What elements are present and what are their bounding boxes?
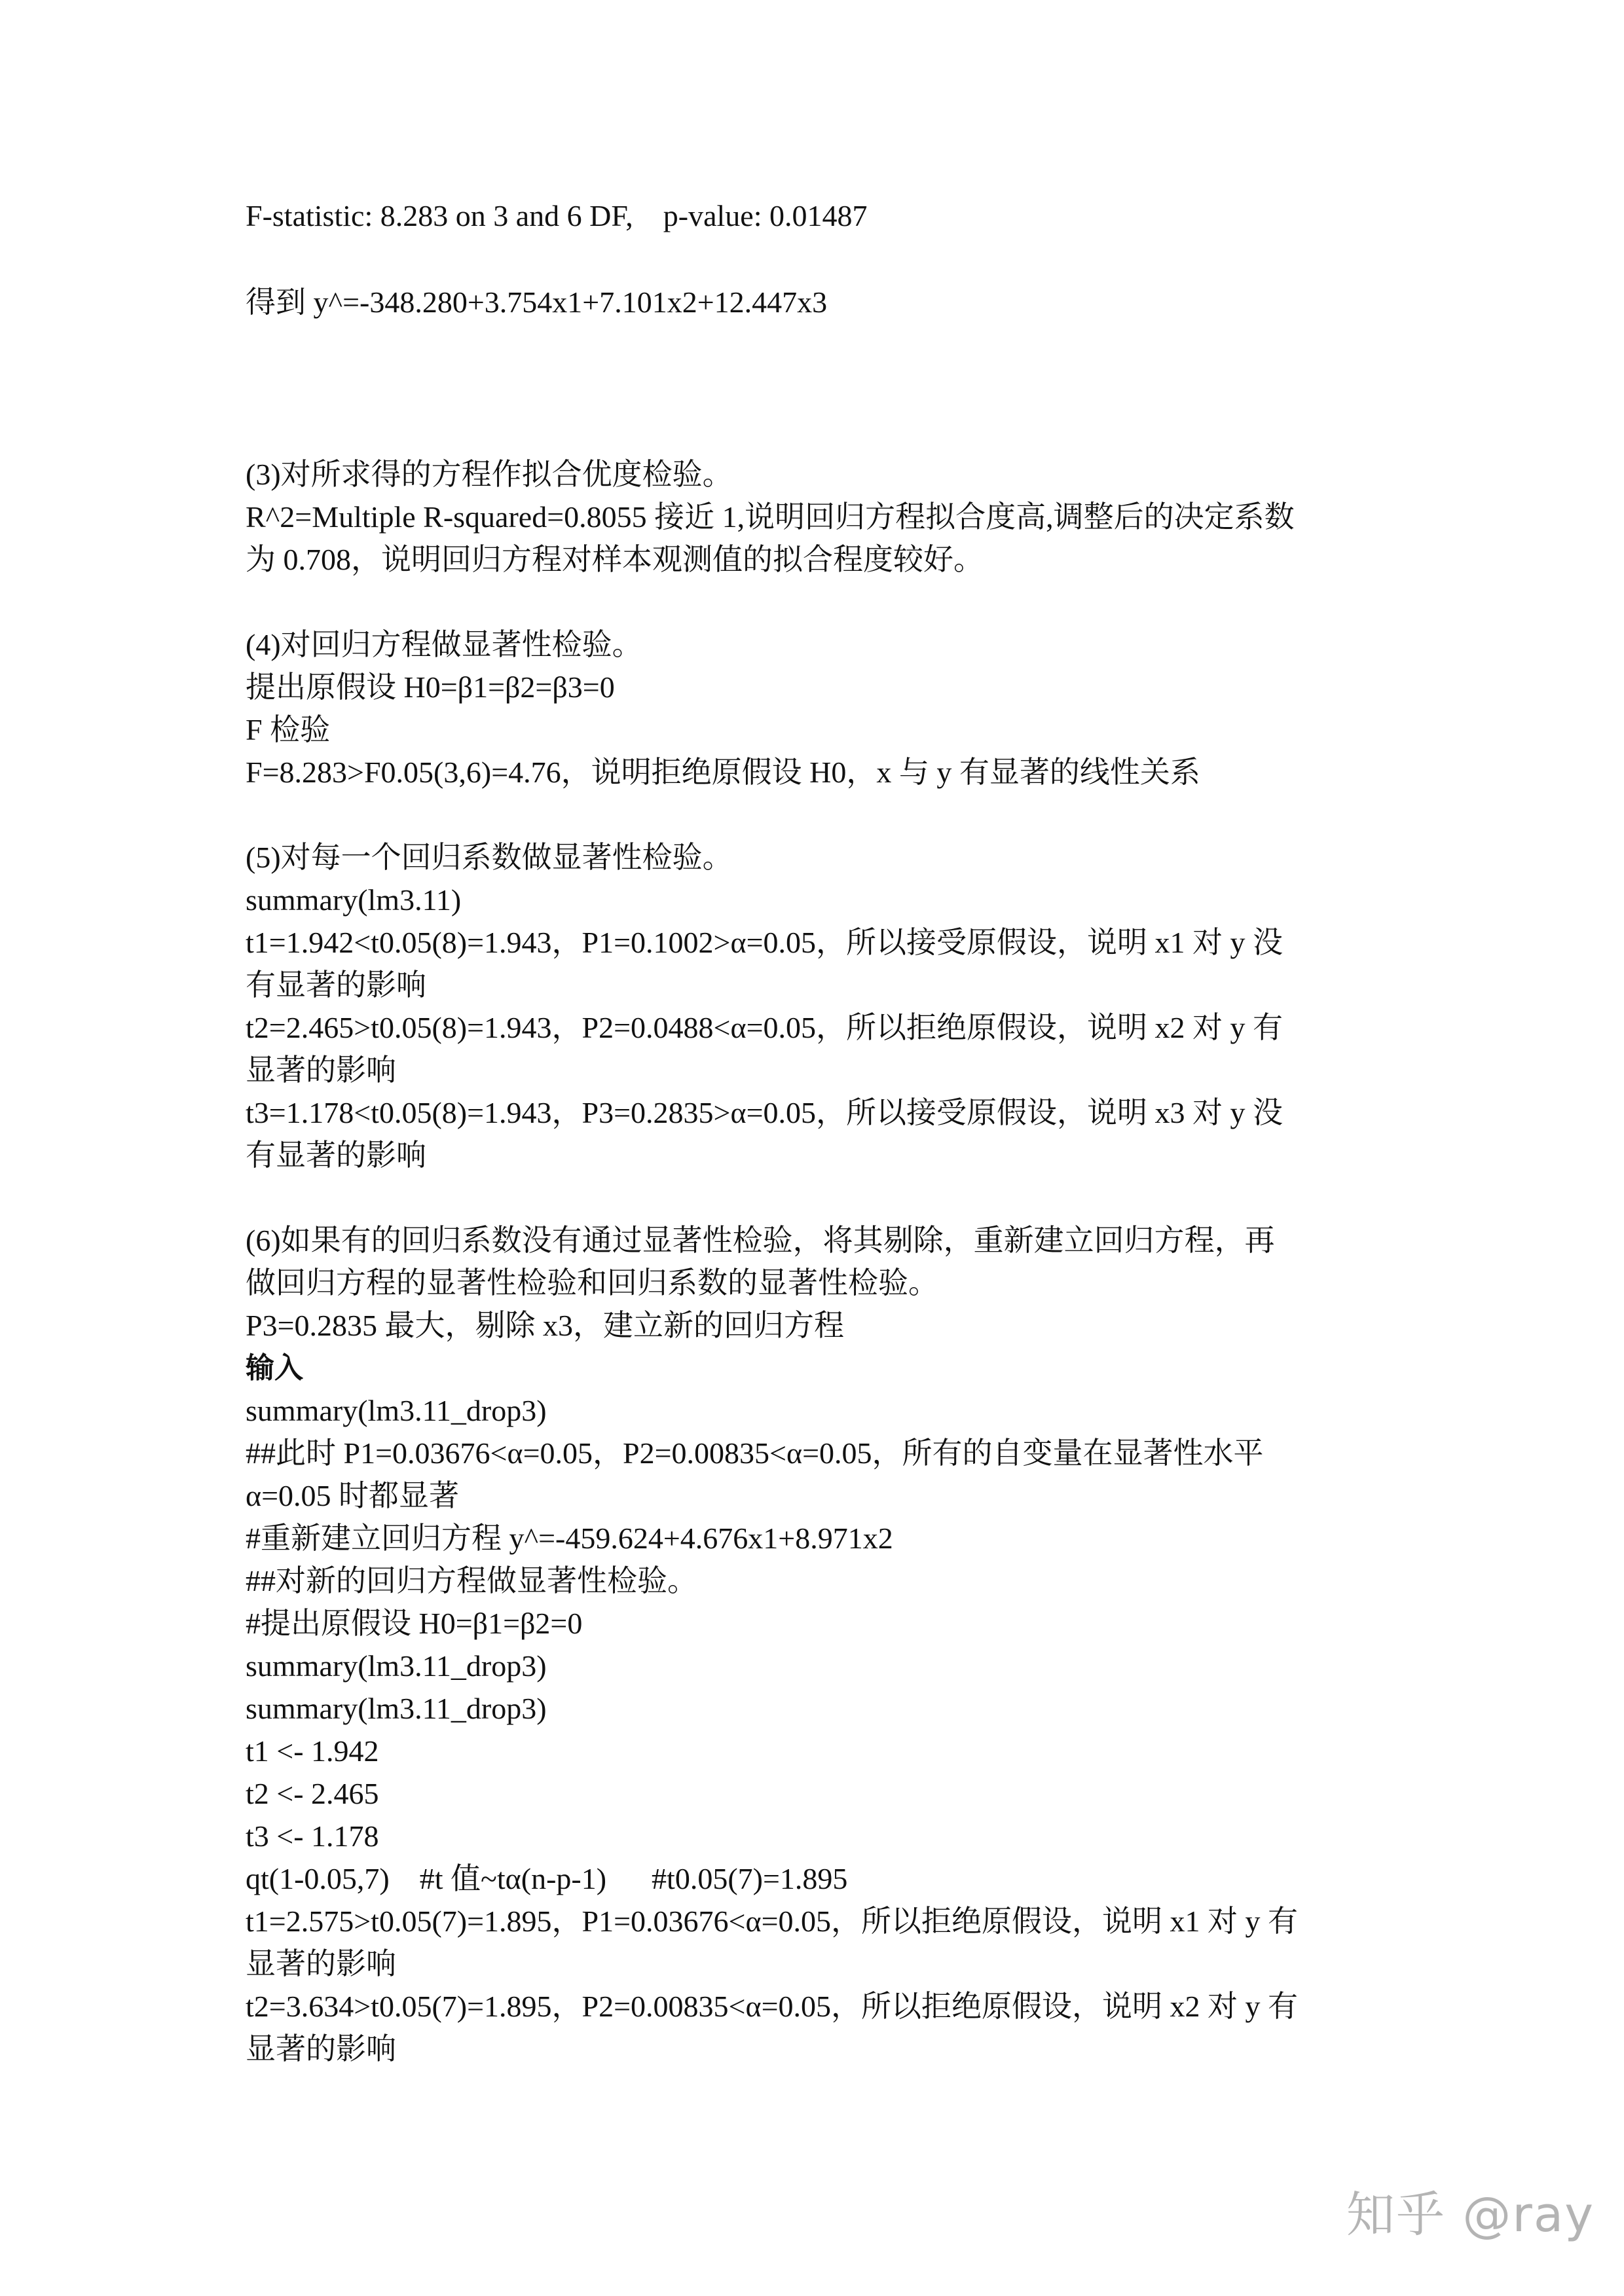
t-test-line: t2=3.634>t0.05(7)=1.895，P2=0.00835<α=0.05，所以拒绝原假设，说明 x2 对 y 有 (246, 1990, 1299, 2023)
f-statistic-line: F-statistic: 8.283 on 3 and 6 DF, p-value: 0.01487 (246, 199, 868, 232)
code-comment-line: α=0.05 时都显著 (246, 1479, 460, 1512)
code-line: t1 <- 1.942 (246, 1734, 379, 1768)
input-label: 输入 (246, 1351, 303, 1385)
section-6-heading: (6)如果有的回归系数没有通过显著性检验，将其剔除，重新建立回归方程，再 (246, 1224, 1275, 1257)
code-line: qt(1-0.05,7) #t 值~tα(n-p-1) #t0.05(7)=1.895 (246, 1862, 848, 1895)
f-test-label: F 检验 (246, 713, 331, 746)
f-test-result-line: F=8.283>F0.05(3,6)=4.76，说明拒绝原假设 H0，x 与 y 有显著的线性关系 (246, 756, 1200, 789)
t-test-line: 显著的影响 (246, 1947, 396, 1980)
regression-equation-line: 得到 y^=-348.280+3.754x1+7.101x2+12.447x3 (246, 285, 828, 319)
code-line: t2 <- 2.465 (246, 1777, 379, 1810)
section-5-heading: (5)对每一个回归系数做显著性检验。 (246, 841, 733, 874)
code-line: t3 <- 1.178 (246, 1819, 379, 1853)
code-line: summary(lm3.11_drop3) (246, 1394, 547, 1427)
code-line: summary(lm3.11_drop3) (246, 1692, 547, 1725)
zhihu-watermark: 知乎 @ray (1346, 2187, 1595, 2243)
code-comment-line: #重新建立回归方程 y^=-459.624+4.676x1+8.971x2 (246, 1522, 893, 1555)
section-3-text-line: 为 0.708，说明回归方程对样本观测值的拟合程度较好。 (246, 543, 984, 576)
t-test-line: t2=2.465>t0.05(8)=1.943，P2=0.0488<α=0.05，所以拒绝原假设，说明 x2 对 y 有 (246, 1011, 1283, 1044)
t-test-line: 显著的影响 (246, 2032, 396, 2066)
section-3-text-line: R^2=Multiple R-squared=0.8055 接近 1,说明回归方程拟合度高,调整后的决定系数 (246, 500, 1295, 534)
section-6-text-line: P3=0.2835 最大，剔除 x3，建立新的回归方程 (246, 1309, 845, 1342)
section-6-heading: 做回归方程的显著性检验和回归系数的显著性检验。 (246, 1266, 938, 1300)
t-test-line: 显著的影响 (246, 1053, 396, 1087)
t-test-line: t1=1.942<t0.05(8)=1.943，P1=0.1002>α=0.05，所以接受原假设，说明 x1 对 y 没 (246, 926, 1283, 959)
t-test-line: t3=1.178<t0.05(8)=1.943，P3=0.2835>α=0.05，所以接受原假设，说明 x3 对 y 没 (246, 1096, 1283, 1129)
code-line: summary(lm3.11_drop3) (246, 1649, 547, 1683)
code-line: summary(lm3.11) (246, 883, 462, 917)
section-4-heading: (4)对回归方程做显著性检验。 (246, 628, 642, 661)
code-comment-line: #提出原假设 H0=β1=β2=0 (246, 1607, 583, 1640)
code-comment-line: ##此时 P1=0.03676<α=0.05，P2=0.00835<α=0.05，所有的自变量在显著性水平 (246, 1436, 1264, 1470)
t-test-line: t1=2.575>t0.05(7)=1.895，P1=0.03676<α=0.05，所以拒绝原假设，说明 x1 对 y 有 (246, 1904, 1299, 1938)
code-comment-line: ##对新的回归方程做显著性检验。 (246, 1564, 697, 1597)
t-test-line: 有显著的影响 (246, 1139, 426, 1172)
hypothesis-line: 提出原假设 H0=β1=β2=β3=0 (246, 670, 615, 704)
t-test-line: 有显著的影响 (246, 968, 426, 1002)
section-3-heading: (3)对所求得的方程作拟合优度检验。 (246, 458, 733, 491)
